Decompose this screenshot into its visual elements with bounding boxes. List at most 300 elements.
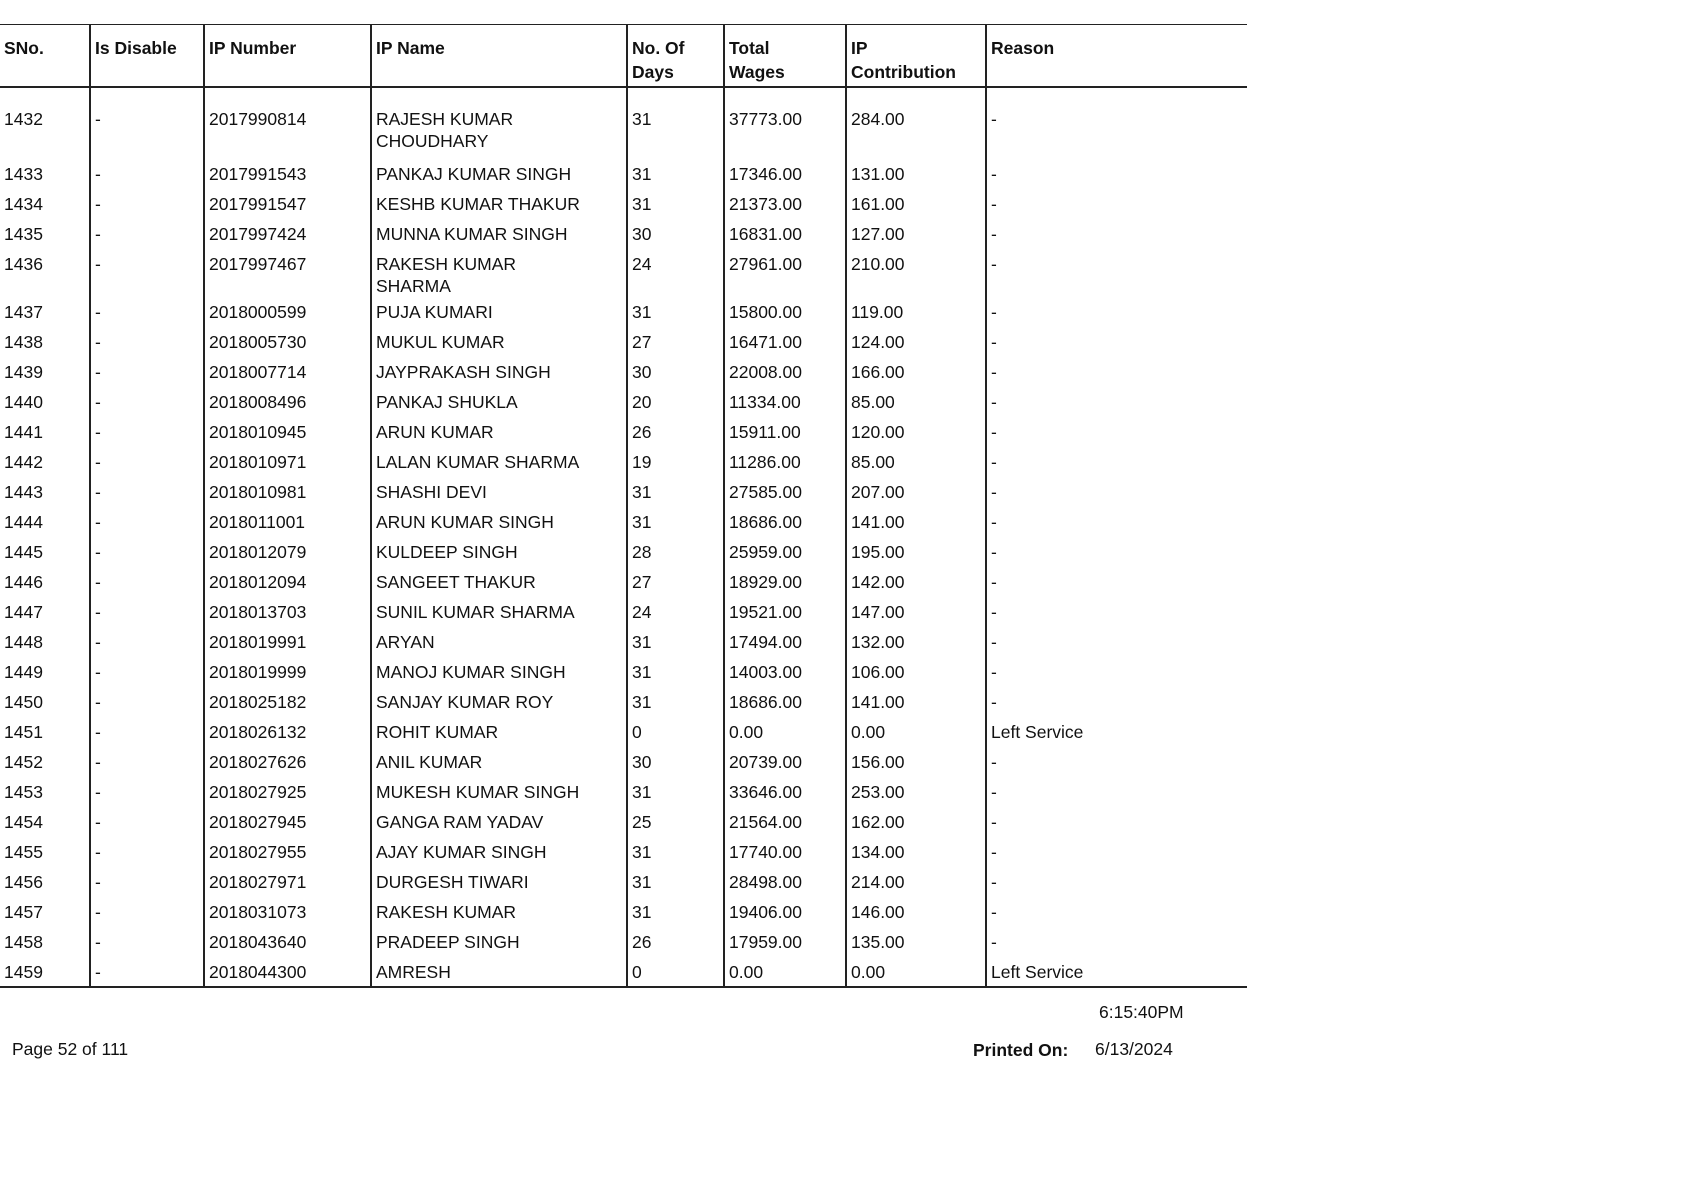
cell-no-of-days: 31 bbox=[627, 477, 724, 507]
ip-name-line: MUNNA KUMAR SINGH bbox=[376, 224, 568, 244]
cell-ip-number: 2017991543 bbox=[204, 159, 371, 189]
cell-ip-number: 2018007714 bbox=[204, 357, 371, 387]
cell-ip-contribution: 135.00 bbox=[846, 927, 986, 957]
cell-ip-number: 2017997424 bbox=[204, 219, 371, 249]
cell-sno: 1442 bbox=[4, 452, 43, 472]
header-ip-contribution bbox=[846, 25, 986, 88]
cell-ip-name bbox=[371, 657, 627, 687]
cell-ip-number: 2018010945 bbox=[204, 417, 371, 447]
cell-ip-number: 2018013703 bbox=[204, 597, 371, 627]
header-sno: SNo. bbox=[0, 25, 90, 88]
cell-reason: - bbox=[986, 807, 1247, 837]
cell-no-of-days: 31 bbox=[627, 297, 724, 327]
cell-reason: - bbox=[986, 867, 1247, 897]
table-row bbox=[0, 597, 1247, 627]
cell-reason: - bbox=[986, 537, 1247, 567]
table-row bbox=[0, 927, 1247, 957]
ip-name-line: LALAN KUMAR SHARMA bbox=[376, 452, 580, 472]
cell-ip-number: 2018043640 bbox=[204, 927, 371, 957]
ip-name-line: ANIL KUMAR bbox=[376, 752, 483, 772]
cell-no-of-days: 31 bbox=[627, 867, 724, 897]
cell-total-wages: 17959.00 bbox=[724, 927, 846, 957]
cell-reason: - bbox=[986, 567, 1247, 597]
header-contrib-line1: IP bbox=[851, 38, 868, 58]
ip-name-line: PUJA KUMARI bbox=[376, 302, 493, 322]
cell-ip-number: 2018027955 bbox=[204, 837, 371, 867]
header-is-disable: Is Disable bbox=[90, 25, 204, 88]
ip-name-line: CHOUDHARY bbox=[376, 131, 489, 151]
cell-no-of-days: 31 bbox=[627, 777, 724, 807]
cell-ip-number: 2018012079 bbox=[204, 537, 371, 567]
ip-name-line: SUNIL KUMAR SHARMA bbox=[376, 602, 575, 622]
ip-name-line: KESHB KUMAR THAKUR bbox=[376, 194, 580, 214]
table-row bbox=[0, 159, 1247, 189]
cell-sno: 1436 bbox=[4, 254, 43, 274]
ip-name-line: SHARMA bbox=[376, 276, 451, 296]
cell-sno: 1458 bbox=[4, 932, 43, 952]
cell-ip-number: 2018026132 bbox=[204, 717, 371, 747]
cell-ip-contribution: 141.00 bbox=[846, 507, 986, 537]
cell-total-wages: 15800.00 bbox=[724, 297, 846, 327]
cell-ip-contribution: 124.00 bbox=[846, 327, 986, 357]
cell-ip-number: 2018027626 bbox=[204, 747, 371, 777]
cell-ip-contribution: 142.00 bbox=[846, 567, 986, 597]
table-header bbox=[0, 25, 1247, 88]
cell-total-wages: 18686.00 bbox=[724, 507, 846, 537]
cell-ip-name bbox=[371, 249, 627, 297]
cell-is-disable: - bbox=[90, 507, 204, 537]
cell-ip-number: 2018027945 bbox=[204, 807, 371, 837]
cell-ip-name bbox=[371, 507, 627, 537]
table-row bbox=[0, 387, 1247, 417]
cell-ip-number: 2018019999 bbox=[204, 657, 371, 687]
cell-is-disable: - bbox=[90, 537, 204, 567]
cell-no-of-days: 19 bbox=[627, 447, 724, 477]
cell-reason: - bbox=[986, 477, 1247, 507]
cell-no-of-days: 30 bbox=[627, 747, 724, 777]
cell-ip-number: 2018010971 bbox=[204, 447, 371, 477]
ip-name-line: MUKESH KUMAR SINGH bbox=[376, 782, 580, 802]
cell-no-of-days: 31 bbox=[627, 87, 724, 159]
cell-reason: - bbox=[986, 87, 1247, 159]
cell-ip-contribution: 0.00 bbox=[846, 717, 986, 747]
table-row bbox=[0, 957, 1247, 987]
cell-ip-contribution: 85.00 bbox=[846, 387, 986, 417]
cell-total-wages: 11286.00 bbox=[724, 447, 846, 477]
cell-is-disable: - bbox=[90, 927, 204, 957]
cell-ip-contribution: 214.00 bbox=[846, 867, 986, 897]
cell-is-disable: - bbox=[90, 657, 204, 687]
cell-no-of-days: 31 bbox=[627, 507, 724, 537]
cell-ip-name bbox=[371, 297, 627, 327]
cell-sno: 1455 bbox=[4, 842, 43, 862]
table-row bbox=[0, 627, 1247, 657]
cell-no-of-days: 28 bbox=[627, 537, 724, 567]
ip-name-line: MANOJ KUMAR SINGH bbox=[376, 662, 566, 682]
table-row bbox=[0, 807, 1247, 837]
cell-sno: 1432 bbox=[4, 109, 43, 129]
cell-total-wages: 15911.00 bbox=[724, 417, 846, 447]
cell-total-wages: 0.00 bbox=[724, 957, 846, 987]
ip-name-line: PANKAJ KUMAR SINGH bbox=[376, 164, 572, 184]
cell-total-wages: 19406.00 bbox=[724, 897, 846, 927]
table-row bbox=[0, 447, 1247, 477]
cell-ip-contribution: 146.00 bbox=[846, 897, 986, 927]
cell-ip-name bbox=[371, 477, 627, 507]
cell-sno: 1439 bbox=[4, 362, 43, 382]
cell-reason: Left Service bbox=[986, 717, 1247, 747]
column-divider-stub bbox=[845, 970, 847, 976]
cell-reason: - bbox=[986, 387, 1247, 417]
cell-total-wages: 14003.00 bbox=[724, 657, 846, 687]
cell-is-disable: - bbox=[90, 627, 204, 657]
printed-date: 6/13/2024 bbox=[1095, 1039, 1173, 1059]
cell-reason: - bbox=[986, 417, 1247, 447]
cell-total-wages: 27585.00 bbox=[724, 477, 846, 507]
cell-no-of-days: 25 bbox=[627, 807, 724, 837]
cell-total-wages: 25959.00 bbox=[724, 537, 846, 567]
ip-name-line: AMRESH bbox=[376, 962, 451, 982]
header-reason: Reason bbox=[986, 25, 1247, 88]
cell-ip-name bbox=[371, 447, 627, 477]
cell-ip-name bbox=[371, 567, 627, 597]
page-number: Page 52 of 111 bbox=[12, 1039, 129, 1059]
cell-total-wages: 19521.00 bbox=[724, 597, 846, 627]
cell-no-of-days: 30 bbox=[627, 219, 724, 249]
table-row bbox=[0, 537, 1247, 567]
cell-no-of-days: 0 bbox=[627, 957, 724, 987]
header-no-of-days bbox=[627, 25, 724, 88]
cell-total-wages: 17494.00 bbox=[724, 627, 846, 657]
cell-reason: - bbox=[986, 327, 1247, 357]
cell-is-disable: - bbox=[90, 357, 204, 387]
cell-ip-contribution: 119.00 bbox=[846, 297, 986, 327]
cell-reason: - bbox=[986, 219, 1247, 249]
cell-ip-name bbox=[371, 189, 627, 219]
cell-reason: - bbox=[986, 297, 1247, 327]
ip-name-line: RAKESH KUMAR bbox=[376, 902, 517, 922]
cell-sno: 1456 bbox=[4, 872, 43, 892]
cell-total-wages: 11334.00 bbox=[724, 387, 846, 417]
cell-ip-name bbox=[371, 219, 627, 249]
cell-ip-number: 2018008496 bbox=[204, 387, 371, 417]
cell-ip-contribution: 147.00 bbox=[846, 597, 986, 627]
cell-ip-number: 2018027971 bbox=[204, 867, 371, 897]
table-row bbox=[0, 219, 1247, 249]
cell-sno: 1454 bbox=[4, 812, 43, 832]
cell-no-of-days: 30 bbox=[627, 357, 724, 387]
cell-no-of-days: 31 bbox=[627, 159, 724, 189]
cell-ip-contribution: 162.00 bbox=[846, 807, 986, 837]
table-row bbox=[0, 189, 1247, 219]
cell-is-disable: - bbox=[90, 477, 204, 507]
cell-sno: 1447 bbox=[4, 602, 43, 622]
cell-is-disable: - bbox=[90, 747, 204, 777]
cell-reason: - bbox=[986, 597, 1247, 627]
cell-total-wages: 21564.00 bbox=[724, 807, 846, 837]
cell-ip-name bbox=[371, 417, 627, 447]
cell-ip-number: 2018044300 bbox=[204, 957, 371, 987]
cell-reason: - bbox=[986, 927, 1247, 957]
header-contrib-line2: Contribution bbox=[851, 62, 956, 82]
cell-reason: - bbox=[986, 837, 1247, 867]
cell-is-disable: - bbox=[90, 327, 204, 357]
header-row bbox=[0, 25, 1247, 88]
table-row bbox=[0, 297, 1247, 327]
printed-on-label: Printed On: bbox=[973, 1040, 1069, 1060]
cell-reason: - bbox=[986, 777, 1247, 807]
cell-reason: - bbox=[986, 447, 1247, 477]
ip-name-line: ARUN KUMAR bbox=[376, 422, 494, 442]
cell-ip-name bbox=[371, 357, 627, 387]
cell-total-wages: 18929.00 bbox=[724, 567, 846, 597]
cell-ip-name bbox=[371, 717, 627, 747]
cell-ip-contribution: 195.00 bbox=[846, 537, 986, 567]
cell-is-disable: - bbox=[90, 717, 204, 747]
ip-name-line: KULDEEP SINGH bbox=[376, 542, 518, 562]
cell-ip-contribution: 0.00 bbox=[846, 957, 986, 987]
cell-total-wages: 17740.00 bbox=[724, 837, 846, 867]
ip-name-line: JAYPRAKASH SINGH bbox=[376, 362, 551, 382]
cell-total-wages: 18686.00 bbox=[724, 687, 846, 717]
cell-ip-number: 2018005730 bbox=[204, 327, 371, 357]
column-divider-stub bbox=[203, 970, 205, 976]
ip-name-line: ROHIT KUMAR bbox=[376, 722, 499, 742]
cell-sno: 1438 bbox=[4, 332, 43, 352]
ip-name-line: PANKAJ SHUKLA bbox=[376, 392, 518, 412]
cell-sno: 1446 bbox=[4, 572, 43, 592]
cell-sno: 1441 bbox=[4, 422, 43, 442]
cell-is-disable: - bbox=[90, 837, 204, 867]
header-days-line2: Days bbox=[632, 62, 674, 82]
cell-ip-contribution: 132.00 bbox=[846, 627, 986, 657]
cell-is-disable: - bbox=[90, 567, 204, 597]
cell-total-wages: 16831.00 bbox=[724, 219, 846, 249]
cell-ip-contribution: 210.00 bbox=[846, 249, 986, 297]
cell-no-of-days: 31 bbox=[627, 837, 724, 867]
cell-sno: 1445 bbox=[4, 542, 43, 562]
cell-no-of-days: 31 bbox=[627, 897, 724, 927]
cell-is-disable: - bbox=[90, 219, 204, 249]
cell-is-disable: - bbox=[90, 159, 204, 189]
cell-total-wages: 16471.00 bbox=[724, 327, 846, 357]
cell-no-of-days: 27 bbox=[627, 567, 724, 597]
cell-is-disable: - bbox=[90, 297, 204, 327]
cell-ip-contribution: 253.00 bbox=[846, 777, 986, 807]
cell-ip-contribution: 106.00 bbox=[846, 657, 986, 687]
cell-sno: 1433 bbox=[4, 164, 43, 184]
cell-ip-name bbox=[371, 867, 627, 897]
column-divider-stub bbox=[370, 970, 372, 976]
cell-ip-name bbox=[371, 897, 627, 927]
table-row bbox=[0, 87, 1247, 159]
table-row bbox=[0, 417, 1247, 447]
cell-ip-contribution: 85.00 bbox=[846, 447, 986, 477]
cell-total-wages: 28498.00 bbox=[724, 867, 846, 897]
ip-name-line: SHASHI DEVI bbox=[376, 482, 487, 502]
cell-ip-name bbox=[371, 927, 627, 957]
cell-ip-number: 2017997467 bbox=[204, 249, 371, 297]
cell-ip-number: 2018000599 bbox=[204, 297, 371, 327]
cell-ip-contribution: 156.00 bbox=[846, 747, 986, 777]
cell-is-disable: - bbox=[90, 957, 204, 987]
cell-no-of-days: 27 bbox=[627, 327, 724, 357]
cell-reason: - bbox=[986, 627, 1247, 657]
header-ip-number: IP Number bbox=[204, 25, 371, 88]
cell-total-wages: 17346.00 bbox=[724, 159, 846, 189]
cell-ip-number: 2018011001 bbox=[204, 507, 371, 537]
ip-name-line: GANGA RAM YADAV bbox=[376, 812, 544, 832]
cell-reason: - bbox=[986, 687, 1247, 717]
cell-total-wages: 20739.00 bbox=[724, 747, 846, 777]
table-row bbox=[0, 507, 1247, 537]
cell-reason: - bbox=[986, 249, 1247, 297]
cell-is-disable: - bbox=[90, 687, 204, 717]
cell-no-of-days: 31 bbox=[627, 657, 724, 687]
printed-time: 6:15:40PM bbox=[1099, 1002, 1184, 1022]
cell-ip-number: 2017990814 bbox=[204, 87, 371, 159]
cell-ip-name bbox=[371, 837, 627, 867]
cell-sno: 1459 bbox=[0, 957, 90, 987]
cell-is-disable: - bbox=[90, 417, 204, 447]
cell-no-of-days: 0 bbox=[627, 717, 724, 747]
cell-sno: 1452 bbox=[4, 752, 43, 772]
cell-ip-number: 2017991547 bbox=[204, 189, 371, 219]
cell-reason: - bbox=[986, 747, 1247, 777]
cell-reason: - bbox=[986, 507, 1247, 537]
cell-ip-contribution: 127.00 bbox=[846, 219, 986, 249]
table-row bbox=[0, 687, 1247, 717]
cell-ip-name bbox=[371, 777, 627, 807]
cell-reason: - bbox=[986, 897, 1247, 927]
ip-name-line: ARUN KUMAR SINGH bbox=[376, 512, 554, 532]
cell-sno: 1437 bbox=[4, 302, 43, 322]
cell-sno: 1444 bbox=[4, 512, 43, 532]
ip-name-line: SANJAY KUMAR ROY bbox=[376, 692, 554, 712]
cell-is-disable: - bbox=[90, 867, 204, 897]
column-divider-stub bbox=[985, 970, 987, 976]
table-row bbox=[0, 867, 1247, 897]
cell-ip-name bbox=[371, 87, 627, 159]
cell-ip-name bbox=[371, 597, 627, 627]
ip-name-line: PRADEEP SINGH bbox=[376, 932, 520, 952]
header-days-line1: No. Of bbox=[632, 38, 685, 58]
ip-name-line: AJAY KUMAR SINGH bbox=[376, 842, 547, 862]
cell-ip-name bbox=[371, 537, 627, 567]
table-row bbox=[0, 657, 1247, 687]
cell-is-disable: - bbox=[90, 249, 204, 297]
cell-ip-contribution: 131.00 bbox=[846, 159, 986, 189]
cell-reason: Left Service bbox=[986, 957, 1247, 987]
cell-no-of-days: 20 bbox=[627, 387, 724, 417]
column-divider-stub bbox=[626, 970, 628, 976]
ip-name-line: RAJESH KUMAR bbox=[376, 109, 514, 129]
cell-is-disable: - bbox=[90, 87, 204, 159]
header-total-wages bbox=[724, 25, 846, 88]
ip-name-line: ARYAN bbox=[376, 632, 435, 652]
cell-ip-name bbox=[371, 159, 627, 189]
cell-ip-name bbox=[371, 627, 627, 657]
cell-ip-name bbox=[371, 687, 627, 717]
cell-no-of-days: 26 bbox=[627, 927, 724, 957]
cell-is-disable: - bbox=[90, 597, 204, 627]
cell-is-disable: - bbox=[90, 807, 204, 837]
cell-no-of-days: 31 bbox=[627, 687, 724, 717]
cell-no-of-days: 26 bbox=[627, 417, 724, 447]
column-divider-stub bbox=[723, 970, 725, 976]
cell-sno: 1453 bbox=[4, 782, 43, 802]
cell-sno: 1435 bbox=[4, 224, 43, 244]
ip-name-line: SANGEET THAKUR bbox=[376, 572, 536, 592]
cell-sno: 1450 bbox=[4, 692, 43, 712]
cell-no-of-days: 31 bbox=[627, 627, 724, 657]
cell-ip-name bbox=[371, 327, 627, 357]
cell-total-wages: 37773.00 bbox=[724, 87, 846, 159]
ip-name-line: MUKUL KUMAR bbox=[376, 332, 505, 352]
header-wages-line1: Total bbox=[729, 38, 770, 58]
cell-total-wages: 22008.00 bbox=[724, 357, 846, 387]
cell-ip-contribution: 161.00 bbox=[846, 189, 986, 219]
cell-reason: - bbox=[986, 357, 1247, 387]
cell-ip-number: 2018019991 bbox=[204, 627, 371, 657]
column-divider-stub bbox=[89, 970, 91, 976]
table-row bbox=[0, 837, 1247, 867]
cell-ip-number: 2018031073 bbox=[204, 897, 371, 927]
cell-is-disable: - bbox=[90, 387, 204, 417]
table-row bbox=[0, 717, 1247, 747]
table-row bbox=[0, 567, 1247, 597]
cell-reason: - bbox=[986, 189, 1247, 219]
ip-name-line: RAKESH KUMAR bbox=[376, 254, 517, 274]
cell-sno: 1434 bbox=[4, 194, 43, 214]
cell-total-wages: 33646.00 bbox=[724, 777, 846, 807]
ip-name-line: DURGESH TIWARI bbox=[376, 872, 529, 892]
ip-contribution-table bbox=[0, 24, 1247, 988]
cell-ip-name bbox=[371, 807, 627, 837]
cell-reason: - bbox=[986, 657, 1247, 687]
table-row bbox=[0, 777, 1247, 807]
cell-total-wages: 21373.00 bbox=[724, 189, 846, 219]
cell-no-of-days: 31 bbox=[627, 189, 724, 219]
table-row bbox=[0, 327, 1247, 357]
cell-sno: 1443 bbox=[4, 482, 43, 502]
cell-ip-contribution: 120.00 bbox=[846, 417, 986, 447]
cell-sno: 1440 bbox=[4, 392, 43, 412]
cell-sno: 1457 bbox=[4, 902, 43, 922]
cell-no-of-days: 24 bbox=[627, 597, 724, 627]
cell-ip-number: 2018012094 bbox=[204, 567, 371, 597]
cell-ip-name bbox=[371, 387, 627, 417]
table-row bbox=[0, 357, 1247, 387]
cell-ip-name bbox=[371, 747, 627, 777]
cell-ip-contribution: 284.00 bbox=[846, 87, 986, 159]
cell-ip-contribution: 134.00 bbox=[846, 837, 986, 867]
cell-total-wages: 0.00 bbox=[724, 717, 846, 747]
cell-reason: - bbox=[986, 159, 1247, 189]
cell-sno: 1449 bbox=[4, 662, 43, 682]
cell-ip-name bbox=[371, 957, 627, 987]
table-row bbox=[0, 897, 1247, 927]
cell-ip-contribution: 207.00 bbox=[846, 477, 986, 507]
header-ip-name: IP Name bbox=[371, 25, 627, 88]
table-row bbox=[0, 249, 1247, 297]
cell-total-wages: 27961.00 bbox=[724, 249, 846, 297]
cell-ip-contribution: 141.00 bbox=[846, 687, 986, 717]
cell-sno: 1448 bbox=[4, 632, 43, 652]
table-row bbox=[0, 747, 1247, 777]
cell-ip-contribution: 166.00 bbox=[846, 357, 986, 387]
cell-no-of-days: 24 bbox=[627, 249, 724, 297]
